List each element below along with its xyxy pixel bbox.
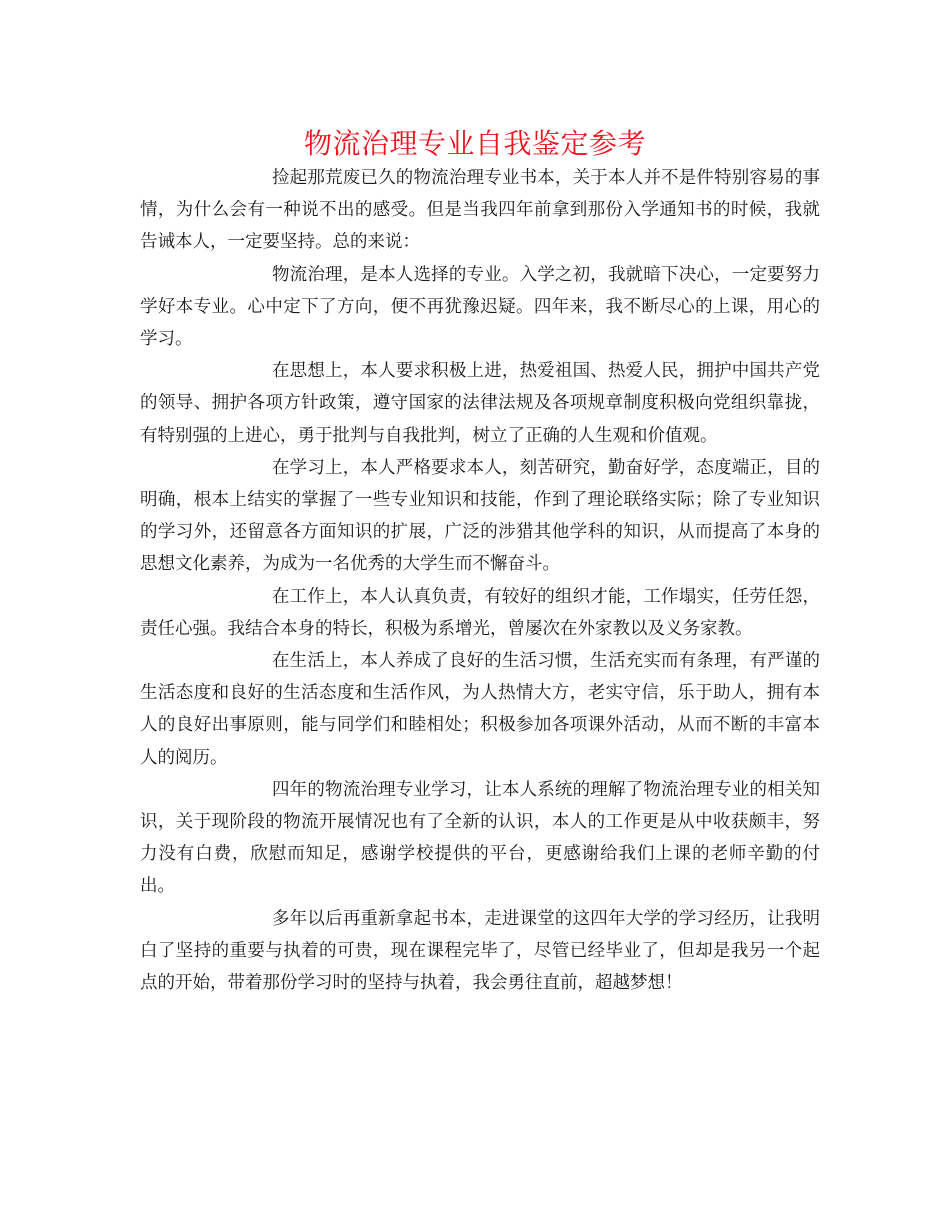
paragraph-intro: 捡起那荒废已久的物流治理专业书本，关于本人并不是件特别容易的事情，为什么会有一种说不出的感受。但是当我四年前拿到那份入学通知书的时候，我就告诫本人，一定要坚持。总的来说： (140, 168, 820, 253)
paragraph-life: 在生活上，本人养成了良好的生活习惯，生活充实而有条理，有严谨的生活态度和良好的生活态度和生活作风，为人热情大方，老实守信，乐于助人，拥有本人的良好出事原则，能与同学们和睦相处；积极参加各项课外活动，从而不断的丰富本人的阅历。 (140, 651, 820, 768)
paragraph-work: 在工作上，本人认真负责，有较好的组织才能，工作塌实，任劳任怨，责任心强。我结合本身的特长，积极为系增光，曾屡次在外家教以及义务家教。 (140, 586, 820, 639)
paragraph-conclusion: 多年以后再重新拿起书本，走进课堂的这四年大学的学习经历，让我明白了坚持的重要与执着的可贵，现在课程完毕了，尽管已经毕业了，但却是我另一个起点的开始，带着那份学习时的坚持与执着，我会勇往直前，超越梦想！ (140, 908, 820, 994)
paragraph-study: 在学习上，本人严格要求本人，刻苦研究，勤奋好学，态度端正，目的明确，根本上结实的掌握了一些专业知识和技能，作到了理论联络实际；除了专业知识的学习外，还留意各方面知识的扩展，广泛的涉猎其他学科的知识，从而提高了本身的思想文化素养，为成为一名优秀的大学生而不懈奋斗。 (140, 457, 820, 575)
paragraph-ideology: 在思想上，本人要求积极上进，热爱祖国、热爱人民，拥护中国共产党的领导、拥护各项方针政策，遵守国家的法律法规及各项规章制度积极向党组织靠拢，有特别强的上进心，勇于批判与自我批判，树立了正确的人生观和价值观。 (140, 361, 820, 446)
paragraph-major-choice: 物流治理，是本人选择的专业。入学之初，我就暗下决心，一定要努力学好本专业。心中定下了方向，便不再犹豫迟疑。四年来，我不断尽心的上课，用心的学习。 (140, 264, 820, 350)
document-body (140, 162, 820, 999)
paragraph-four-years: 四年的物流治理专业学习，让本人系统的理解了物流治理专业的相关知识，关于现阶段的物流开展情况也有了全新的认识，本人的工作更是从中收获颇丰，努力没有白费，欣慰而知足，感谢学校提供的平台，更感谢给我们上课的老师辛勤的付出。 (140, 779, 820, 897)
document-title: 物流治理专业自我鉴定参考 (303, 127, 646, 160)
